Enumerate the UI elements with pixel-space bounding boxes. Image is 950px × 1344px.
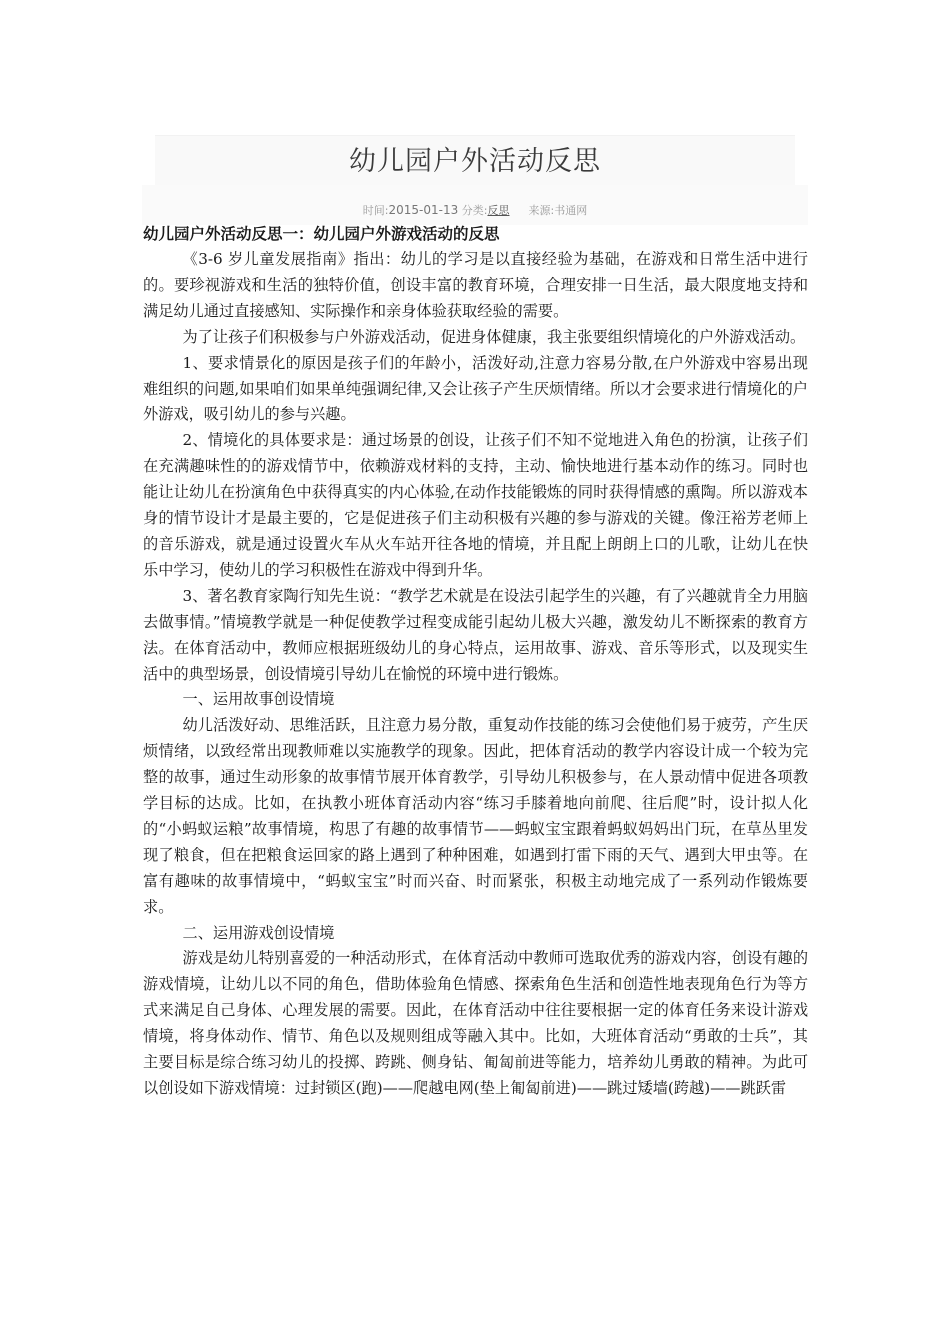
page-title: 幼儿园户外活动反思 [349, 146, 601, 177]
subheading: 二、运用游戏创设情境 [182, 923, 335, 942]
paragraph: 3、著名教育家陶行知先生说：“教学艺术就是在设法引起学生的兴趣，有了兴趣就肯全力用脑去做事情。”情境教学就是一种促使教学过程变成能引起幼儿极大兴趣，激发幼儿不断探索的教育方法。在体育活动中，教师应根据班级幼儿的身心特点，运用故事、游戏、音乐等形式，以及现实生活中的典型场景，创设情境引导幼儿在愉悦的环境中进行锻炼。 [143, 586, 808, 683]
category-label: 分类: [461, 204, 488, 217]
category-link[interactable]: 反思 [487, 204, 510, 217]
paragraph: 游戏是幼儿特别喜爱的一种活动形式，在体育活动中教师可选取优秀的游戏内容，创设有趣的游戏情境，让幼儿以不同的角色，借助体验角色情感、探索角色生活和创造性地表现角色行为等方式来满足自己身体、心理发展的需要。因此，在体育活动中往往要根据一定的体育任务来设计游戏情境，将身体动作、情节、角色以及规则组成等融入其中。比如，大班体育活动“勇敢的士兵”，其主要目标是综合练习幼儿的投掷、跨跳、侧身钻、匍匐前进等能力，培养幼儿勇敢的精神。为此可以创设如下游戏情境：过封锁区(跑)——爬越电网(垫上匍匐前进)——跳过矮墙(跨越)——跳跃雷 [143, 949, 808, 1097]
publish-date: 2015-01-13 [388, 203, 459, 217]
section-heading: 幼儿园户外活动反思一：幼儿园户外游戏活动的反思 [143, 225, 500, 243]
source-label: 来源: [528, 204, 555, 217]
paragraph: 2、情境化的具体要求是：通过场景的创设，让孩子们不知不觉地进入角色的扮演，让孩子们在充满趣味性的的游戏情节中，依赖游戏材料的支持，主动、愉快地进行基本动作的练习。同时也能让让幼儿在扮演角色中获得真实的内心体验,在动作技能锻炼的同时获得情感的熏陶。所以游戏本身的情节设计才是最主要的，它是促进孩子们主动积极有兴趣的参与游戏的关键。像汪裕芳老师上的音乐游戏，就是通过设置火车从火车站开往各地的情境，并且配上朗朗上口的儿歌，让幼儿在快乐中学习，使幼儿的学习积极性在游戏中得到升华。 [143, 431, 808, 579]
paragraph: 1、要求情景化的原因是孩子们的年龄小，活泼好动,注意力容易分散,在户外游戏中容易出现难组织的问题,如果咱们如果单纯强调纪律,又会让孩子产生厌烦情绪。所以才会要求进行情境化的户外游戏，吸引幼儿的参与兴趣。 [143, 353, 808, 424]
paragraph: 为了让孩子们积极参与户外游戏活动，促进身体健康，我主张要组织情境化的户外游戏活动。 [182, 327, 806, 346]
subheading: 一、运用故事创设情境 [182, 690, 335, 709]
article-meta [142, 202, 808, 219]
paragraph: 《3-6 岁儿童发展指南》指出：幼儿的学习是以直接经验为基础，在游戏和日常生活中进行的。要珍视游戏和生活的独特价值，创设丰富的教育环境，合理安排一日生活，最大限度地支持和满足幼儿通过直接感知、实际操作和亲身体验获取经验的需要。 [143, 250, 808, 320]
time-label: 时间: [362, 204, 389, 217]
source-name: 书通网 [554, 204, 588, 217]
paragraph: 幼儿活泼好动、思维活跃，且注意力易分散，重复动作技能的练习会使他们易于疲劳，产生厌烦情绪，以致经常出现教师难以实施教学的现象。因此，把体育活动的教学内容设计成一个较为完整的故事，通过生动形象的故事情节展开体育教学，引导幼儿积极参与，在人景动情中促进各项教学目标的达成。比如，在执教小班体育活动内容“练习手膝着地向前爬、往后爬”时，设计拟人化的“小蚂蚁运粮”故事情境，构思了有趣的故事情节——蚂蚁宝宝跟着蚂蚁妈妈出门玩，在草丛里发现了粮食，但在把粮食运回家的路上遇到了种种困难，如遇到打雷下雨的天气、遇到大甲虫等。在富有趣味的故事情境中，“蚂蚁宝宝”时而兴奋、时而紧张，积极主动地完成了一系列动作锻炼要求。 [143, 716, 808, 916]
article-body [143, 221, 808, 1102]
